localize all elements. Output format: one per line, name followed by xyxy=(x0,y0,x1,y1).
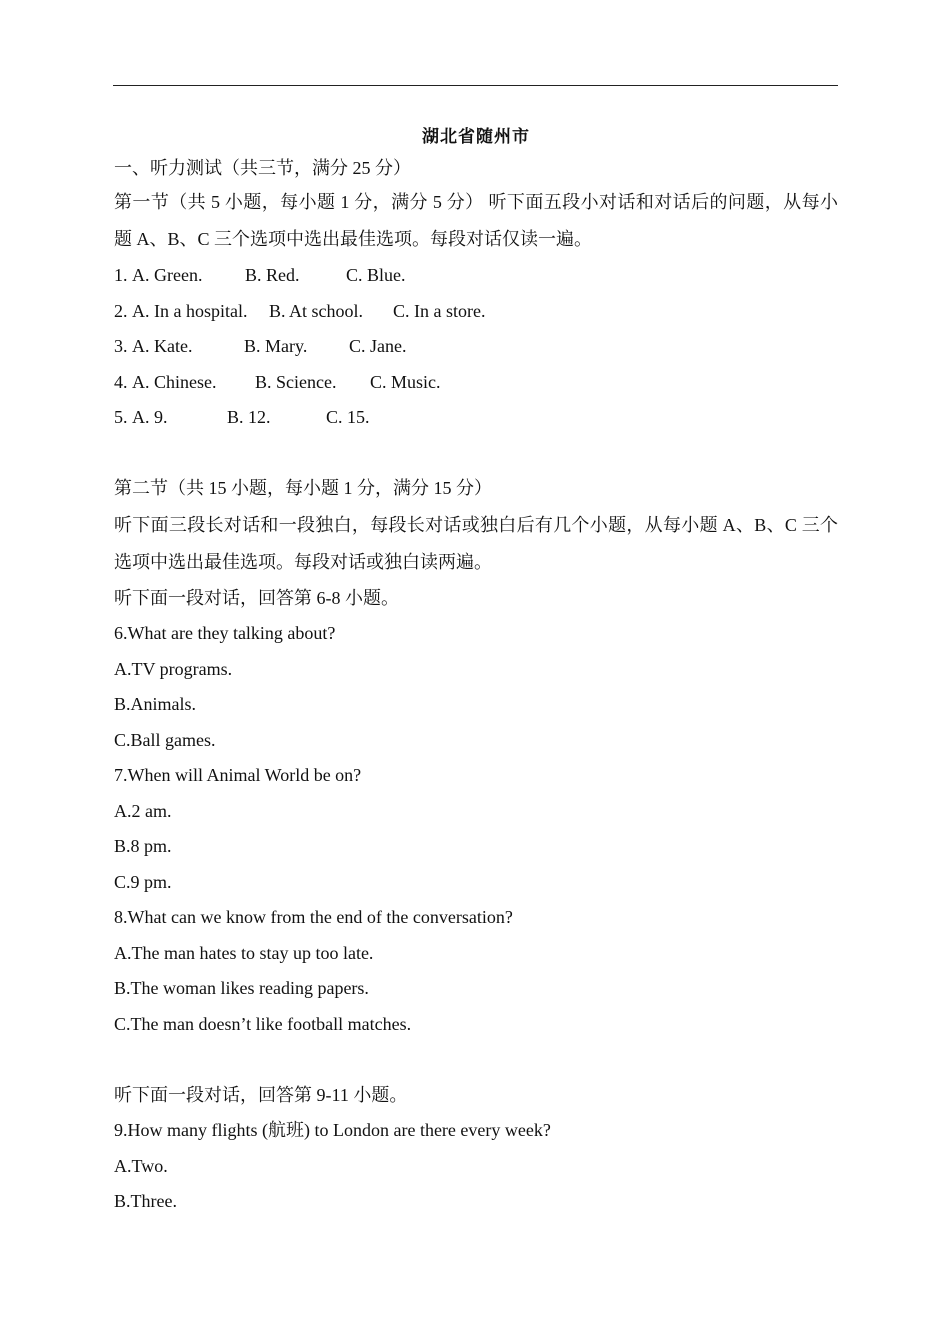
question-number: 4. xyxy=(114,371,128,392)
option-b: B. At school. xyxy=(269,300,364,321)
question-number: 5. xyxy=(114,407,128,427)
option-c: C. Blue. xyxy=(346,265,406,285)
option-b: B. Red. xyxy=(245,265,300,285)
option-c: C. Jane. xyxy=(349,336,407,356)
question-number: 3. xyxy=(114,336,128,356)
question-6-stem: 6.What are they talking about? xyxy=(114,623,336,643)
question-8-stem: 8.What can we know from the end of the conversation? xyxy=(114,907,513,927)
question-8-option-b: B.The woman likes reading papers. xyxy=(114,978,369,998)
question-number: 1. xyxy=(114,265,128,285)
option-c: C. 15. xyxy=(326,407,370,427)
question-6-option-b: B.Animals. xyxy=(114,694,197,714)
question-8-option-a: A.The man hates to stay up too late. xyxy=(114,942,374,963)
question-9-option-b: B.Three. xyxy=(114,1191,177,1211)
question-7-option-c: C.9 pm. xyxy=(114,871,172,892)
dialog2-intro: 听下面一段对话，回答第 9-11 小题。 xyxy=(114,1084,408,1105)
option-b: B. Science. xyxy=(255,371,337,392)
section2-instructions: 听下面三段长对话和一段独白，每段长对话或独白后有几个小题，从每小题 A、B、C 三个选项中选出最佳选项。每段对话或独白读两遍。 xyxy=(114,514,838,572)
option-a: A. In a hospital. xyxy=(132,300,248,321)
document-body xyxy=(114,122,838,1220)
option-a: A. Green. xyxy=(132,265,203,285)
question-9-option-a: A.Two. xyxy=(114,1155,168,1176)
question-8-option-c: C.The man doesn’t like football matches. xyxy=(114,1013,412,1034)
dialog1-intro: 听下面一段对话，回答第 6-8 小题。 xyxy=(114,587,399,608)
question-9-stem: 9.How many flights (航班) to London are there every week? xyxy=(114,1120,551,1140)
option-c: C. Music. xyxy=(370,371,441,392)
spacer xyxy=(114,436,838,472)
option-a: A. Kate. xyxy=(132,336,193,356)
question-5 xyxy=(114,400,838,436)
question-number: 2. xyxy=(114,300,128,321)
option-b: B. 12. xyxy=(227,407,271,427)
page-title: 湖北省随州市 xyxy=(422,127,530,147)
part1-heading: 一、听力测试（共三节，满分 25 分） xyxy=(114,158,411,178)
option-a: A. 9. xyxy=(132,407,168,427)
question-4 xyxy=(114,365,838,401)
option-b: B. Mary. xyxy=(244,336,308,356)
question-3 xyxy=(114,329,838,365)
question-7-option-b: B.8 pm. xyxy=(114,836,172,856)
header-rule xyxy=(113,85,838,86)
question-1 xyxy=(114,258,838,294)
question-7-stem: 7.When will Animal World be on? xyxy=(114,765,362,785)
section1-heading: 第一节（共 5 小题，每小题 1 分，满分 5 分） 听下面五段小对话和对话后的问题，从每小题 A、B、C 三个选项中选出最佳选项。每段对话仅读一遍。 xyxy=(114,192,838,249)
option-a: A. Chinese. xyxy=(132,371,217,392)
question-2 xyxy=(114,294,838,330)
spacer xyxy=(114,1042,838,1078)
question-6-option-c: C.Ball games. xyxy=(114,729,216,750)
question-6-option-a: A.TV programs. xyxy=(114,658,233,679)
option-c: C. In a store. xyxy=(393,300,486,321)
question-7-option-a: A.2 am. xyxy=(114,800,172,821)
section2-heading: 第二节（共 15 小题，每小题 1 分，满分 15 分） xyxy=(114,478,492,498)
